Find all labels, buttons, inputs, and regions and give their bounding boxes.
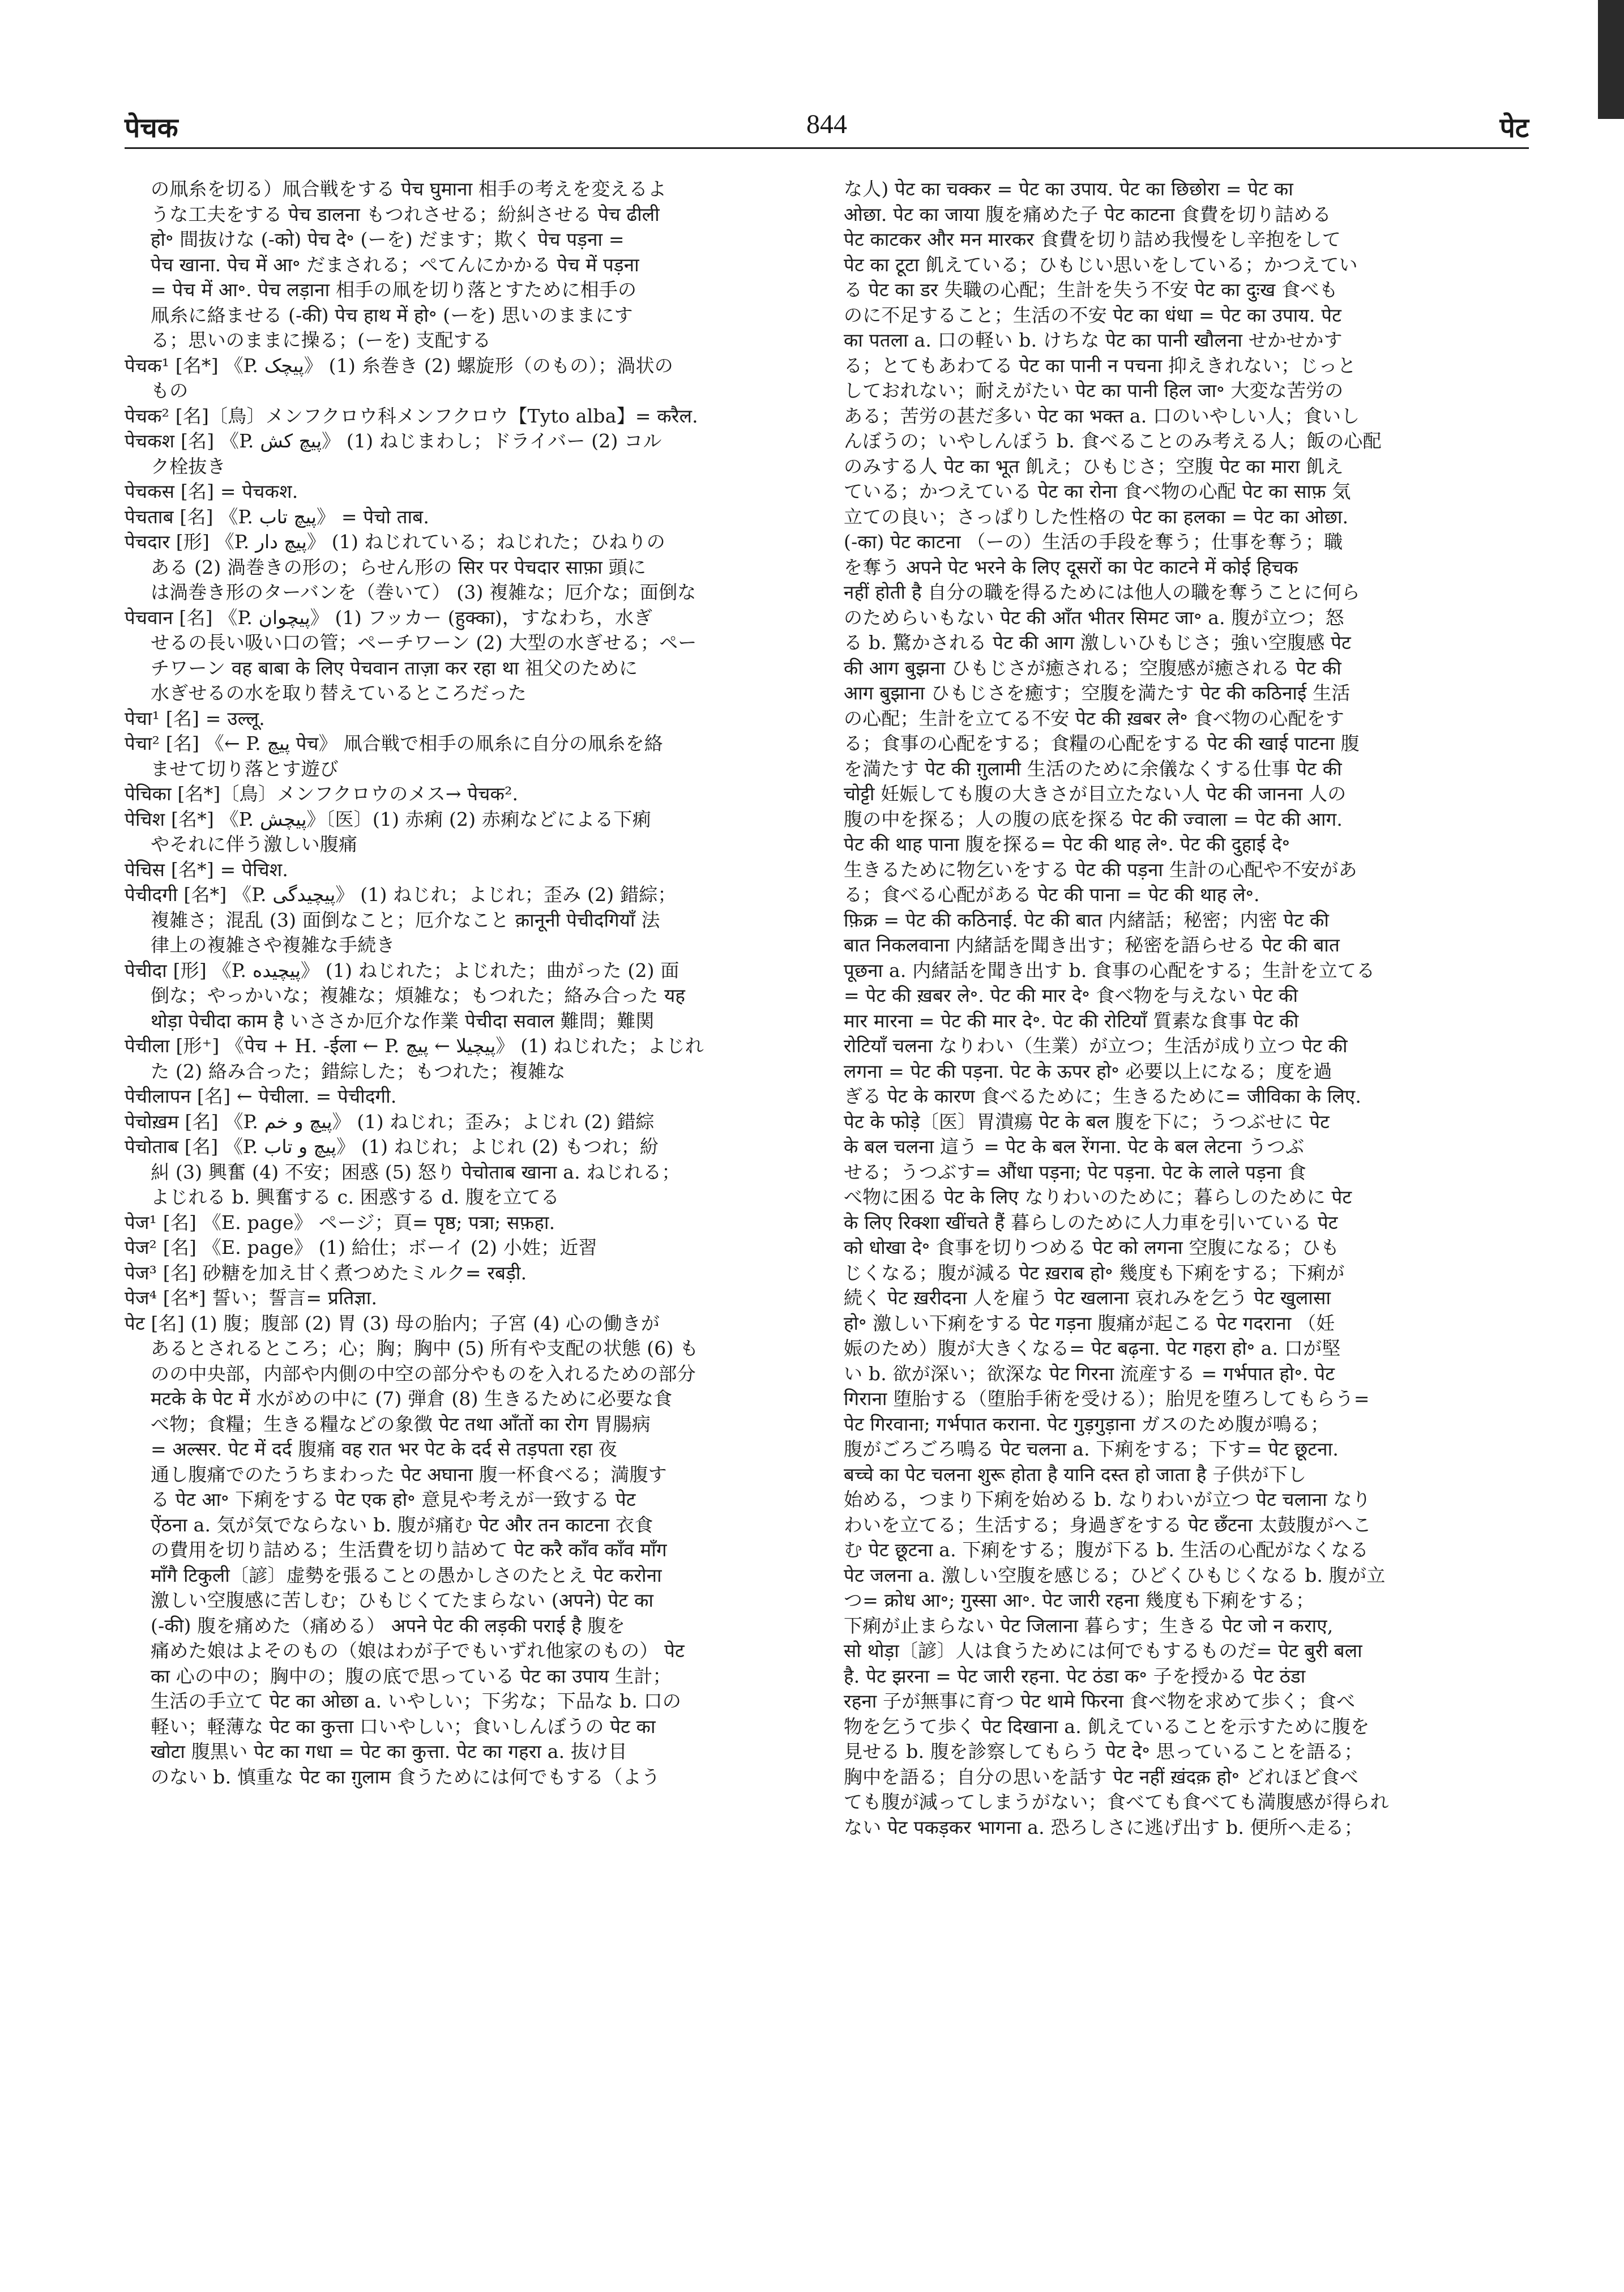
text-line: पेट जलना a. 激しい空腹を感じる；ひどくひもじくなる b. 腹が立	[844, 1564, 1386, 1586]
text-line: ある；苦労の甚だ多い पेट का भक्त a. 口のいやしい人；食いし	[844, 404, 1360, 427]
text-line: की आग बुझना ひもじさが癒される；空腹感が癒される पेट की	[844, 656, 1341, 679]
text-line: पेचदार [形] 《P. پیچ دار》 (1) ねじれている；ねじれた；ひねりの	[125, 531, 665, 553]
text-line: のみする人 पेट का भूत 飢え；ひもじさ；空腹 पेट का मारा 飢え	[844, 455, 1344, 477]
text-line: 生きるために物乞いをする पेट की पड़ना 生計の心配や不安があ	[844, 858, 1357, 881]
text-line: पेट के फोड़े〔医〕胃潰瘍 पेट के बल 腹を下に；うつぶせに पेट	[844, 1110, 1330, 1133]
text-line: (-का) पेट काटना （ーの）生活の手段を奪う；仕事を奪う；職	[844, 531, 1343, 553]
text-line: 凧糸に絡ませる (-की) पेच हाथ में हो॰ (ーを) 思いのままにす	[151, 304, 633, 326]
text-line: पेचक¹ [名*] 《P. پیچک》 (1) 糸巻き (2) 螺旋形（のもの）；渦状の	[125, 354, 673, 377]
text-line: ませて切り落とす遊び	[151, 757, 339, 780]
text-line: 腹がごろごろ鳴る पेट चलना a. 下痢をする；下す= पेट छूटना.	[844, 1438, 1339, 1460]
text-line: の凧糸を切る）凧合戦をする पेच घुमाना 相手の考えを変えるよ	[151, 178, 667, 200]
text-line: (-की) 腹を痛めた（痛める） अपने पेट की लड़की पराई है 腹を	[151, 1614, 626, 1637]
text-line: のためらいもない पेट की आँत भीतर सिमट जा॰ a. 腹が立つ；怒	[844, 606, 1344, 629]
text-line: पेट काटकर और मन मारकर 食費を切り詰め我慢をし辛抱をして	[844, 228, 1341, 250]
text-line: 律上の複雑さや複雑な手続き	[151, 934, 395, 956]
text-line: थोड़ा पेचीदा काम है いささか厄介な作業 पेचीदा सवाल 難問；難関	[151, 1009, 655, 1032]
text-line: の費用を切り詰める；生活費を切り詰めて पेट करै काँव काँव माँग	[151, 1539, 667, 1561]
text-line: 通し腹痛でのたうちまわった पेट अघाना 腹一杯食べる；満腹す	[151, 1463, 667, 1486]
text-line: पेचताब [名] 《P. پیچ تاب》 = पेचो ताब.	[125, 505, 430, 528]
text-line: 複雑さ；混乱 (3) 面倒なこと；厄介なこと क़ानूनी पेचीदगियाँ 法	[151, 908, 660, 931]
text-line: 娠のため）腹が大きくなる= पेट बढ़ना. पेट गहरा हो॰ a. 口が堅	[844, 1337, 1341, 1359]
text-line: せる；うつぶす= औंधा पड़ना; पेट पड़ना. पेट के लाले पड़ना 食	[844, 1160, 1307, 1183]
text-line: पेचोताब [名] 《P. پیچ و تاب》 (1) ねじれ；よじれ (2) もつれ；紛	[125, 1136, 659, 1158]
text-line: पेचीदा [形] 《P. پیچیده》 (1) ねじれた；よじれた；曲がった (2) 面	[125, 959, 679, 981]
text-line: सो थोड़ा〔諺〕人は食うためには何でもするものだ= पेट बुरी बला	[844, 1640, 1362, 1662]
text-line: べ物に困る पेट के लिए なりわいのために；暮らしのために पेट	[844, 1186, 1352, 1208]
text-line: ऐंठना a. 気が気でならない b. 腹が痛む पेट और तन काटना 衣食	[151, 1513, 653, 1536]
text-line: गिराना 堕胎する（堕胎手術を受ける）；胎児を堕ろしてもらう=	[844, 1388, 1370, 1410]
text-line: खोटा 腹黒い पेट का गधा = पेट का कुत्ता. पेट का गहरा a. 抜け目	[151, 1740, 627, 1762]
text-line: पेट की थाह पाना 腹を探る= पेट की थाह ले॰. पेट की दुहाई दे॰	[844, 833, 1290, 855]
text-line: 物を乞うて歩く पेट दिखाना a. 飢えていることを示すために腹を	[844, 1715, 1370, 1738]
text-line: पेज⁴ [名*] 誓い；誓言= प्रतिज्ञा.	[125, 1287, 378, 1309]
text-line: पेचा² [名] 《← P. پیچ पेच》 凧合戦で相手の凧糸に自分の凧糸を絡	[125, 732, 663, 754]
text-line: पेचिश [名*] 《P. پیچش》〔医〕(1) 赤痢 (2) 赤痢などによる下痢	[125, 808, 651, 830]
text-line: लगना = पेट की पड़ना. पेट के ऊपर हो॰ 必要以上になる；度を過	[844, 1060, 1332, 1082]
text-line: やそれに伴う激しい腹痛	[151, 833, 358, 855]
text-line: ある (2) 渦巻きの形の；らせん形の सिर पर पेचदार साफ़ा 頭に	[151, 556, 647, 578]
text-line: る पेट का डर 失職の心配；生計を失う不安 पेट का दुःख 食べも	[844, 279, 1338, 301]
header-rule	[125, 147, 1529, 149]
text-line: は渦巻き形のターバンを（巻いて） (3) 複雑な；厄介な；面倒な	[151, 581, 696, 603]
text-line: わいを立てる；生活する；身過ぎをする पेट छँटना 太鼓腹がへこ	[844, 1513, 1371, 1536]
running-head-left: पेचक	[125, 112, 178, 144]
text-line: 激しい空腹感に苦しむ；ひもじくてたまらない (अपने) पेट का	[151, 1589, 654, 1611]
text-line: のに不足すること；生活の不安 पेट का धंधा = पेट का उपाय. पेट	[844, 304, 1342, 326]
text-line: पेज² [名] 《E. page》 (1) 給仕；ボーイ (2) 小姓；近習	[125, 1236, 597, 1258]
text-line: = अल्सर. पेट में दर्द 腹痛 वह रात भर पेट के दर्द से तड़पता रहा 夜	[151, 1438, 617, 1460]
text-line: 倒な；やっかいな；複雑な；煩雑な；もつれた；絡み合った यह	[151, 984, 686, 1006]
text-line: 糾 (3) 興奮 (4) 不安；困惑 (5) 怒り पेचोताब खाना a. ねじれる；	[151, 1160, 681, 1183]
text-line: पेचीदगी [名*] 《P. پیچیدگی》 (1) ねじれ；よじれ；歪み (2) 錯綜；	[125, 883, 677, 906]
text-line: い b. 欲が深い；欲深な पेट गिरना 流産する = गर्भपात हो॰. पेट	[844, 1362, 1335, 1385]
text-line: 腹の中を探る；人の腹の底を探る पेट की ज्वाला = पेट की आग.	[844, 808, 1343, 830]
text-line: पेचकश [名] 《P. پیچ کش》 (1) ねじまわし；ドライバー (2) コル	[125, 430, 662, 452]
text-line: फ़िक्र = पेट की कठिनाई. पेट की बात 内緒話；秘密；内密 पेट की	[844, 908, 1330, 931]
text-line: नहीं होती है 自分の職を得るためには他人の職を奪うことに何ら	[844, 581, 1361, 603]
text-line: पेचकस [名] = पेचकश.	[125, 480, 298, 502]
text-line: しておれない；耐えがたい पेट का पानी हिल जा॰ 大変な苦労の	[844, 379, 1344, 402]
text-line: 水ぎせるの水を取り替えているところだった	[151, 682, 527, 704]
text-line: じくなる；腹が減る पेट ख़राब हो॰ 幾度も下痢をする；下痢が	[844, 1261, 1345, 1284]
text-line: पेचीला [形⁺] 《पेच + H. -ईला ← P. پیچیلا ← پیچ》 (1) ねじれた；よじれ	[125, 1035, 704, 1057]
text-line: 生活の手立て पेट का ओछा a. いやしい；下劣な；下品な b. 口の	[151, 1690, 682, 1712]
text-line: チワーン वह बाबा के लिए पेचवान ताज़ा कर रहा था 祖父のために	[151, 656, 638, 679]
text-line: む पेट छूटना a. 下痢をする；腹が下る b. 生活の心配がなくなる	[844, 1539, 1369, 1561]
text-line: का 心の中の；胸中の；腹の底で思っている पेट का उपाय 生計；	[151, 1664, 672, 1687]
text-line: पेच खाना. पेच में आ॰ だまされる；ぺてんにかかる पेच में पड़ना	[151, 253, 639, 276]
text-line: पेचिस [名*] = पेचिश.	[125, 858, 289, 881]
text-line: ない पेट पकड़कर भागना a. 恐ろしさに逃げ出す b. 便所へ走る；	[844, 1816, 1363, 1838]
text-line: うな工夫をする पेच डालना もつれさせる；紛糾させる पेच ढीली	[151, 203, 660, 225]
text-line: के बल चलना 這う = पेट के बल रेंगना. पेट के बल लेटना うつぶ	[844, 1136, 1305, 1158]
text-line: る；とてもあわてる पेट का पानी न पचना 抑えきれない；じっと	[844, 354, 1357, 377]
text-line: のない b. 慎重な पेट का ग़ुलाम 食うためには何でもする（よう	[151, 1765, 660, 1788]
text-line: पेचोख़म [名] 《P. پیچ و خم》 (1) ねじれ；歪み；よじれ (2) 錯綜	[125, 1110, 655, 1133]
right-column	[844, 177, 1523, 1840]
text-line: = पेच में आ॰. पेच लड़ाना 相手の凧を切り落とすために相手の	[151, 279, 637, 301]
text-line: पेचा¹ [名] = उल्लू.	[125, 707, 265, 729]
text-line: रोटियाँ चलना なりわい（生業）が立つ；生活が成り立つ पेट की	[844, 1035, 1348, 1057]
page-edge-mark	[1598, 0, 1624, 119]
text-line: पेचीलापन [名] ← पेचीला. = पेचीदगी.	[125, 1085, 397, 1107]
text-line: せるの長い吸い口の管；ペーチワーン (2) 大型の水ぎせる；ペー	[151, 631, 697, 654]
text-line: べ物；食糧；生きる糧などの象徴 पेट तथा आँतों का रोग 胃腸病	[151, 1412, 651, 1435]
text-line: を満たす पेट की ग़ुलामी 生活のために余儀なくする仕事 पेट की	[844, 757, 1342, 780]
text-line: है. पेट झरना = पेट जारी रहना. पेट ठंडा क॰ 子を授かる पेट ठंडा	[844, 1664, 1306, 1687]
text-line: पेचवान [名] 《P. پیچوان》 (1) フッカー (हुक्का)，すなわち，水ぎ	[125, 606, 653, 629]
text-line: あるとされるところ；心；胸；胸中 (5) 所有や支配の状態 (6) も	[151, 1337, 699, 1359]
text-line: 痛めた娘はよそのもの（娘はわが子でもいずれ他家のもの） पेट	[151, 1640, 685, 1662]
text-line: 下痢が止まらない पेट जिलाना 暮らす；生きる पेट जो न कराए,	[844, 1614, 1334, 1637]
text-line: のの中央部，内部や内側の中空の部分やものを入れるための部分	[151, 1362, 696, 1385]
text-line: もの	[151, 379, 189, 402]
text-line: बात निकलवाना 内緒話を聞き出す；秘密を語らせる पेट की बात	[844, 934, 1340, 956]
text-line: る b. 驚かされる पेट की आग 激しいひもじさ；強い空腹感 पेट	[844, 631, 1351, 654]
text-line: आग बुझाना ひもじさを癒す；空腹を満たす पेट की कठिनाई 生活	[844, 682, 1351, 704]
text-line: よじれる b. 興奮する c. 困惑する d. 腹を立てる	[151, 1186, 559, 1208]
text-line: पेट गिरवाना; गर्भपात कराना. पेट गुड़गुड़ाना ガスのため腹が鳴る；	[844, 1412, 1330, 1435]
text-line: ぎる पेट के कारण 食べるために；生きるために= जीविका के लिए.	[844, 1085, 1362, 1107]
text-line: な人) पेट का चक्कर = पेट का उपाय. पेट का छिछोरा = पेट का	[844, 178, 1293, 200]
text-line: रहना 子が無事に育つ पेट थामे फिरना 食べ物を求めて歩く；食べ	[844, 1690, 1356, 1712]
text-line: た (2) 絡み合った；錯綜した；もつれた；複雑な	[151, 1060, 566, 1082]
left-column	[125, 177, 804, 1790]
text-line: पेचिका [名*]〔鳥〕メンフクロウのメス→ पेचक².	[125, 783, 519, 805]
page-header	[125, 102, 1529, 159]
text-line: 胸中を語る；自分の思いを話す पेट नहीं ख़ंदक़ हो॰ どれほど食べ	[844, 1765, 1358, 1788]
text-line: 始める，つまり下痢を始める b. なりわいが立つ पेट चलाना なり	[844, 1488, 1371, 1510]
text-line: んぼうの；いやしんぼう b. 食べることのみ考える人；飯の心配	[844, 430, 1382, 452]
text-line: つ= क्रोध आ॰; गुस्सा आ॰. पेट जारी रहना 幾度も下痢をする；	[844, 1589, 1315, 1611]
text-line: मटके के पेट में 水がめの中に (7) 弾倉 (8) 生きるために必要な食	[151, 1388, 673, 1410]
text-line: る；食べる心配がある पेट की पाना = पेट की थाह ले॰.	[844, 883, 1260, 906]
text-line: ओछा. पेट का जाया 腹を痛めた子 पेट काटना 食費を切り詰める	[844, 203, 1331, 225]
text-line: ク栓抜き	[151, 455, 226, 477]
text-line: ても腹が減ってしまうがない；食べても食べても満腹感が得られ	[844, 1791, 1389, 1813]
text-line: के लिए रिक्शा खींचते हैं 暮らしのために人力車を引いている पेट	[844, 1211, 1338, 1234]
text-line: माँगै टिकुली〔諺〕虚勢を張ることの愚かしさのたとえ पेट करोना	[151, 1564, 662, 1586]
text-line: पेज³ [名] 砂糖を加え甘く煮つめたミルク= रबड़ी.	[125, 1261, 527, 1284]
text-line: る पेट आ॰ 下痢をする पेट एक हो॰ 意見や考えが一致する पेट	[151, 1488, 636, 1510]
text-line: 見せる b. 腹を診察してもらう पेट दे॰ 思っていることを語る；	[844, 1740, 1363, 1762]
text-line: = पेट की ख़बर ले॰. पेट की मार दे॰ 食べ物を与えない पेट की	[844, 984, 1298, 1006]
text-line: चोट्टी 妊娠しても腹の大きさが目立たない人 पेट की जानना 人の	[844, 783, 1347, 805]
text-line: 軽い；軽薄な पेट का कुत्ता 口いやしい；食いしんぼうの पेट का	[151, 1715, 656, 1738]
text-line: हो॰ 間抜けな (-को) पेच दे॰ (ーを) だます；欺く पेच पड़ना =	[151, 228, 625, 250]
text-line: का पतला a. 口の軽い b. けちな पेट का पानी खौलना せかせかす	[844, 329, 1343, 351]
text-line: पेट का टूटा 飢えている；ひもじい思いをしている；かつえてい	[844, 253, 1358, 276]
text-line: 立ての良い；さっぱりした性格の पेट का हलका = पेट का ओछा.	[844, 505, 1349, 528]
text-line: る；思いのままに操る；(ーを) 支配する	[151, 329, 492, 351]
text-line: को धोखा दे॰ 食事を切りつめる पेट को लगना 空腹になる；ひも	[844, 1236, 1340, 1258]
text-line: る；食事の心配をする；食糧の心配をする पेट की खाई पाटना 腹	[844, 732, 1360, 754]
text-line: मार मारना = पेट की मार दे॰. पेट की रोटियाँ 質素な食事 पेट की	[844, 1009, 1299, 1032]
text-line: हो॰ 激しい下痢をする पेट गड़ना 腹痛が起こる पेट गदराना （妊	[844, 1312, 1335, 1334]
text-line: ている；かつえている पेट का रोना 食べ物の心配 पेट का साफ़ 気	[844, 480, 1351, 502]
page-number: 844	[806, 109, 847, 139]
text-line: の心配；生計を立てる不安 पेट की ख़बर ले॰ 食べ物の心配をす	[844, 707, 1345, 729]
running-head-right: पेट	[1499, 112, 1529, 144]
text-line: पूछना a. 内緒話を聞き出す b. 食事の心配をする；生計を立てる	[844, 959, 1375, 981]
text-line: पेट [名] (1) 腹；腹部 (2) 胃 (3) 母の胎内；子宮 (4) 心の働きが	[125, 1312, 660, 1334]
text-line: बच्चे का पेट चलना शुरू होता है यानि दस्त हो जाता है 子供が下し	[844, 1463, 1307, 1486]
text-line: पेज¹ [名] 《E. page》 ページ；頁= पृष्ठ; पत्रा; सफ़हा.	[125, 1211, 555, 1234]
text-line: 続く पेट ख़रीदना 人を雇う पेट खलाना 哀れみを乞う पेट खुलासा	[844, 1287, 1331, 1309]
text-line: पेचक² [名]〔鳥〕メンフクロウ科メンフクロウ【Tyto alba】= करैल.	[125, 404, 698, 427]
text-line: を奪う अपने पेट भरने के लिए दूसरों का पेट काटने में कोई हिचक	[844, 556, 1298, 578]
